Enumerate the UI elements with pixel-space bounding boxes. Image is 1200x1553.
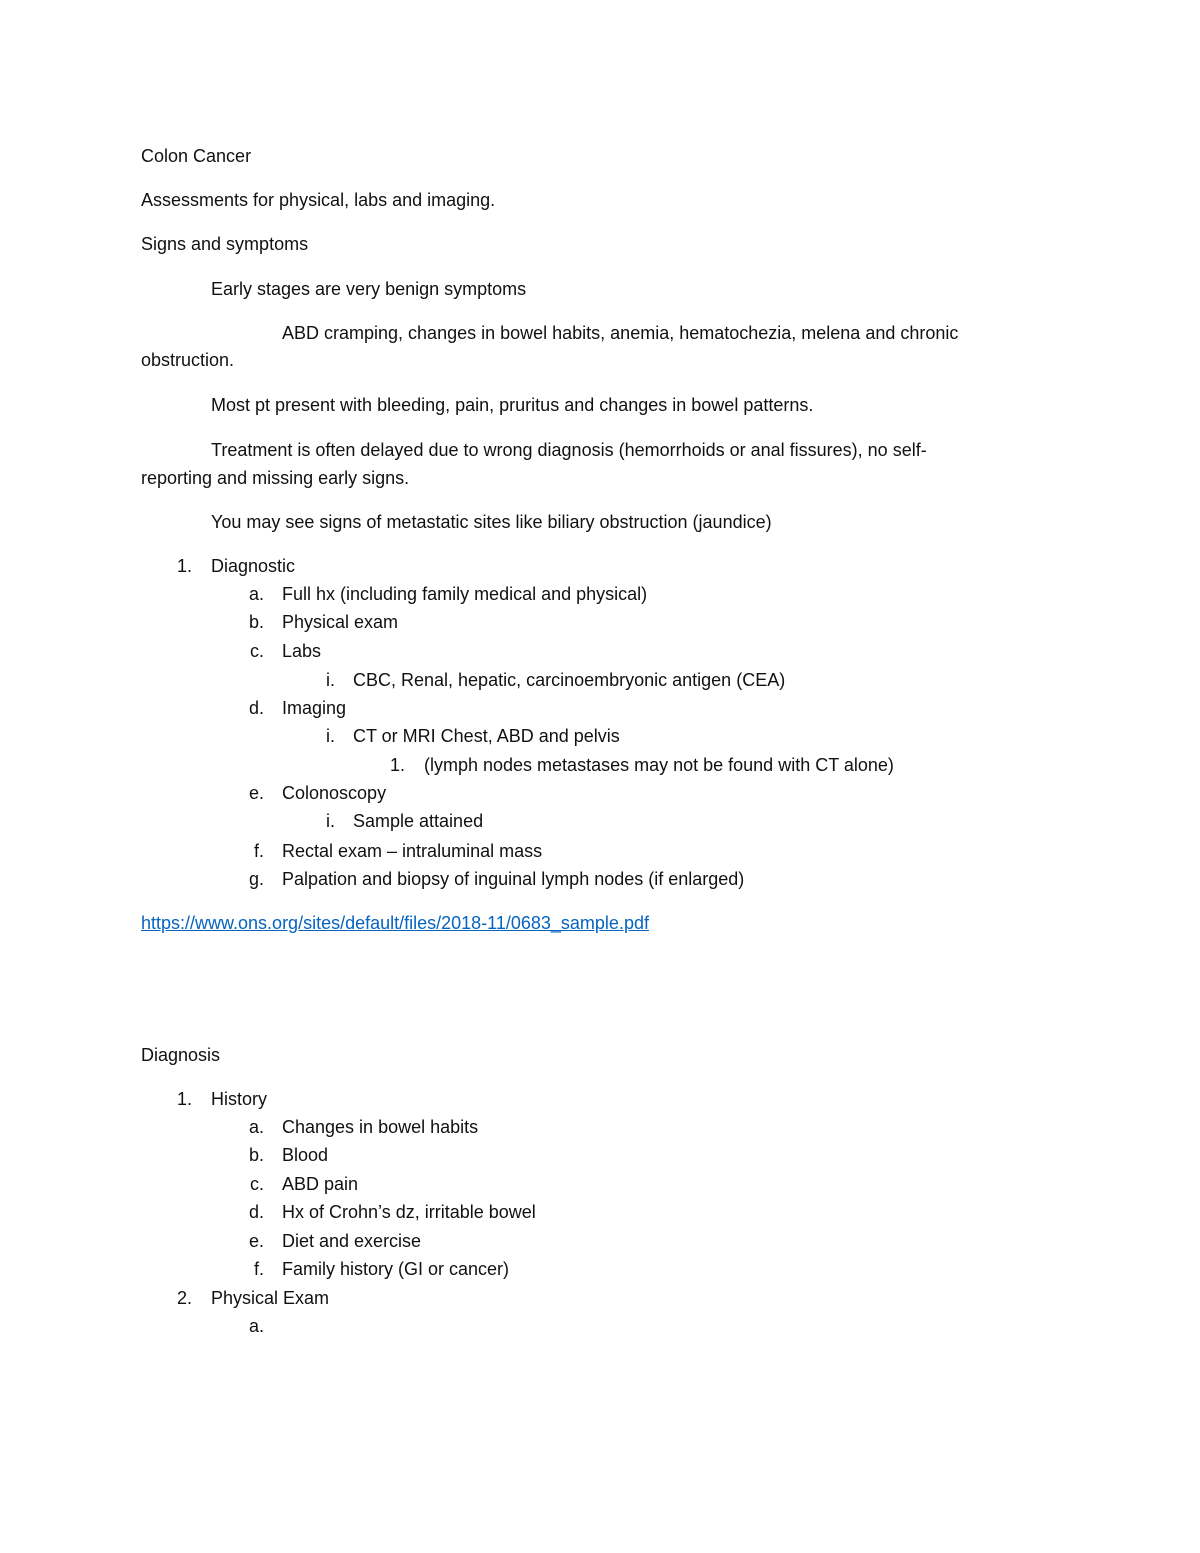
list-marker: 1.: [176, 1089, 192, 1109]
diagnostic-label: Diagnostic: [211, 556, 296, 576]
list-marker: e.: [248, 783, 264, 803]
list-item: Labs: [282, 641, 322, 661]
list-marker: i.: [326, 726, 335, 746]
history-label: History: [211, 1089, 268, 1109]
list-item: Colonoscopy: [282, 783, 387, 803]
abd-cramping-line-1: ABD cramping, changes in bowel habits, anemia, hematochezia, melena and chronic: [282, 323, 959, 343]
early-stages-paragraph: Early stages are very benign symptoms: [211, 279, 527, 299]
list-marker: a.: [248, 584, 264, 604]
list-marker: a.: [248, 1316, 264, 1336]
list-item: Rectal exam – intraluminal mass: [282, 841, 543, 861]
list-item: Full hx (including family medical and physical): [282, 584, 648, 604]
list-marker: b.: [248, 612, 264, 632]
diagnosis-heading: Diagnosis: [141, 1045, 221, 1065]
list-marker: d.: [248, 1202, 264, 1222]
list-item: Family history (GI or cancer): [282, 1259, 510, 1279]
list-marker: i.: [326, 811, 335, 831]
list-marker: a.: [248, 1117, 264, 1137]
list-item: CT or MRI Chest, ABD and pelvis: [353, 726, 620, 746]
list-item: Diet and exercise: [282, 1231, 422, 1251]
treatment-line-2: reporting and missing early signs.: [141, 468, 410, 488]
list-item: Palpation and biopsy of inguinal lymph nodes (if enlarged): [282, 869, 745, 889]
most-pt-paragraph: Most pt present with bleeding, pain, pruritus and changes in bowel patterns.: [211, 395, 814, 415]
list-marker: e.: [248, 1231, 264, 1251]
physical-exam-label: Physical Exam: [211, 1288, 330, 1308]
list-item: ABD pain: [282, 1174, 359, 1194]
list-marker: c.: [249, 1174, 264, 1194]
list-marker: 1.: [176, 556, 192, 576]
list-marker: f.: [253, 1259, 264, 1279]
signs-heading: Signs and symptoms: [141, 234, 309, 254]
list-marker: f.: [253, 841, 264, 861]
list-item: (lymph nodes metastases may not be found with CT alone): [424, 755, 894, 775]
list-item: Hx of Crohn’s dz, irritable bowel: [282, 1202, 536, 1222]
list-marker: b.: [248, 1145, 264, 1165]
list-marker: g.: [248, 869, 264, 889]
metastatic-paragraph: You may see signs of metastatic sites like biliary obstruction (jaundice): [211, 512, 772, 532]
list-marker: 2.: [176, 1288, 192, 1308]
list-item: Sample attained: [353, 811, 484, 831]
list-item: Imaging: [282, 698, 347, 718]
list-item: Physical exam: [282, 612, 399, 632]
list-marker: 1.: [389, 755, 405, 775]
treatment-line-1: Treatment is often delayed due to wrong diagnosis (hemorrhoids or anal fissures), no self-: [211, 440, 927, 460]
document-title: Colon Cancer: [141, 146, 252, 166]
intro-paragraph: Assessments for physical, labs and imaging.: [141, 190, 496, 210]
list-marker: d.: [248, 698, 264, 718]
list-item: Changes in bowel habits: [282, 1117, 479, 1137]
list-marker: i.: [326, 670, 335, 690]
list-item: CBC, Renal, hepatic, carcinoembryonic antigen (CEA): [353, 670, 786, 690]
abd-cramping-line-2: obstruction.: [141, 350, 235, 370]
list-marker: c.: [249, 641, 264, 661]
reference-link[interactable]: https://www.ons.org/sites/default/files/2018-11/0683_sample.pdf: [141, 913, 649, 933]
list-item: Blood: [282, 1145, 329, 1165]
